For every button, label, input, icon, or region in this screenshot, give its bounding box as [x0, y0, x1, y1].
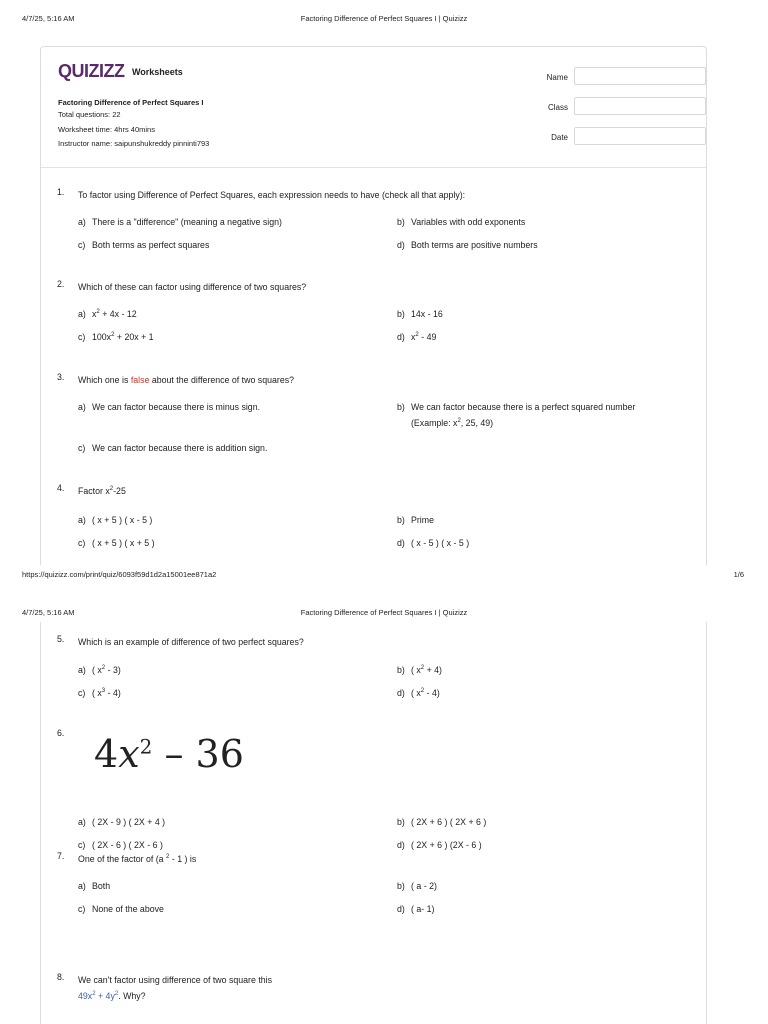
date-row: [516, 127, 706, 157]
option-a[interactable]: a) Both: [78, 881, 111, 891]
class-field[interactable]: [574, 97, 706, 115]
worksheets-label: Worksheets: [131, 66, 183, 77]
print-url[interactable]: https://quizizz.com/print/quiz/6093f59d1d2a15001ee871a2: [22, 570, 217, 579]
print-title: Factoring Difference of Perfect Squares I | Quizizz: [300, 14, 468, 23]
print-header-page-2: [0, 608, 768, 622]
instructor-name: Instructor name: saipunshukreddy pinninti793: [58, 139, 210, 148]
option-d[interactable]: d) $x^2 - 49$: [397, 332, 437, 342]
student-fields: [516, 67, 706, 157]
option-a[interactable]: a) ( x + 5 ) ( x - 5 ): [78, 515, 153, 525]
question-2: [57, 279, 697, 349]
question-number: 6.: [57, 728, 65, 738]
option-b[interactable]: b) ( $x^2 + 4$): [397, 665, 442, 675]
question-5: [57, 634, 697, 704]
print-title: Factoring Difference of Perfect Squares I | Quizizz: [300, 608, 468, 617]
option-b[interactable]: b) Variables with odd exponents: [397, 217, 526, 227]
name-row: [516, 67, 706, 97]
question-number: 7.: [57, 851, 65, 861]
option-a[interactable]: a) ( $x^2 - 3$): [78, 665, 121, 675]
option-b[interactable]: b) ( 2X + 6 ) ( 2X + 6 ): [397, 817, 487, 827]
false-keyword: false: [130, 375, 150, 385]
question-text: Which is an example of difference of two perfect squares?: [78, 637, 304, 647]
worksheet-page-2: [40, 622, 707, 1024]
question-8: [57, 972, 697, 1012]
option-d[interactable]: d) Both terms are positive numbers: [397, 240, 538, 250]
total-questions: Total questions: 22: [58, 110, 121, 119]
option-d[interactable]: d) ( $x^2 - 4$): [397, 688, 440, 698]
header-divider: [41, 167, 706, 168]
option-b[interactable]: b) 14x - 16: [397, 309, 443, 319]
name-label: Name: [546, 73, 568, 82]
question-text: Factor $x^2-25$: [78, 486, 126, 496]
brand: [58, 61, 183, 83]
print-header: [0, 14, 768, 28]
name-field[interactable]: [574, 67, 706, 85]
class-label: Class: [547, 103, 568, 112]
option-b[interactable]: b) ( a - 2): [397, 881, 437, 891]
expression: $49x^2 + 4y^2$: [78, 991, 119, 1001]
print-date: 4/7/25, 5:16 AM: [22, 608, 75, 617]
worksheet-meta: [58, 95, 209, 151]
option-c[interactable]: c) Both terms as perfect squares: [78, 240, 210, 250]
question-7: [57, 851, 697, 921]
question-number: 3.: [57, 372, 65, 382]
option-c[interactable]: c) $100x^2 + 20x + 1$: [78, 332, 154, 342]
print-date: 4/7/25, 5:16 AM: [22, 14, 75, 23]
option-c[interactable]: c) ( x + 5 ) ( x + 5 ): [78, 538, 155, 548]
option-c[interactable]: c) None of the above: [78, 904, 164, 914]
option-b[interactable]: b) We can factor because there is a perfect squared number (Example: $x^2$, 25, 49): [397, 402, 636, 428]
question-number: 1.: [57, 187, 65, 197]
option-d[interactable]: d) ( 2X + 6 ) (2X - 6 ): [397, 840, 482, 850]
question-number: 8.: [57, 972, 65, 982]
page-number: 1/6: [733, 570, 744, 579]
option-a[interactable]: a) We can factor because there is minus sign.: [78, 402, 261, 412]
worksheet-time: Worksheet time: 4hrs 40mins: [58, 125, 155, 134]
option-d[interactable]: d) ( a- 1): [397, 904, 435, 914]
option-a[interactable]: a) There is a "difference" (meaning a negative sign): [78, 217, 282, 227]
quizizz-logo: QUIZIZZ: [58, 61, 125, 81]
question-3: [57, 372, 697, 462]
question-text: We can't factor using difference of two square this $49x^2 + 4y^2$. Why?: [78, 975, 273, 1001]
option-b[interactable]: b) Prime: [397, 515, 434, 525]
date-label: Date: [551, 133, 568, 142]
question-text: To factor using Difference of Perfect Squares, each expression needs to have (check all that apply):: [78, 190, 466, 200]
question-4: [57, 483, 697, 553]
option-c[interactable]: c) ( 2X - 6 ) ( 2X - 6 ): [78, 840, 163, 850]
question-text: Which of these can factor using difference of two squares?: [78, 282, 307, 292]
question-text: Which one is false about the difference of two squares?: [78, 375, 295, 385]
option-a[interactable]: a) ( 2X - 9 ) ( 2X + 4 ): [78, 817, 166, 827]
option-c[interactable]: c) We can factor because there is addition sign.: [78, 443, 268, 453]
question-math-image: $4x^2 - 36$: [94, 732, 244, 776]
question-text: One of the factor of (a $^2$ - 1 ) is: [78, 854, 197, 864]
question-6: [57, 728, 697, 858]
question-number: 5.: [57, 634, 65, 644]
option-a[interactable]: a) $x^2 + 4x - 12$: [78, 309, 137, 319]
option-c[interactable]: c) ( $x^3 - 4$): [78, 688, 121, 698]
date-field[interactable]: [574, 127, 706, 145]
option-d[interactable]: d) ( x - 5 ) ( x - 5 ): [397, 538, 470, 548]
worksheet-page-1: [40, 46, 707, 565]
question-number: 2.: [57, 279, 65, 289]
question-1: [57, 187, 697, 257]
class-row: [516, 97, 706, 127]
worksheet-title: Factoring Difference of Perfect Squares I: [58, 98, 204, 107]
question-number: 4.: [57, 483, 65, 493]
